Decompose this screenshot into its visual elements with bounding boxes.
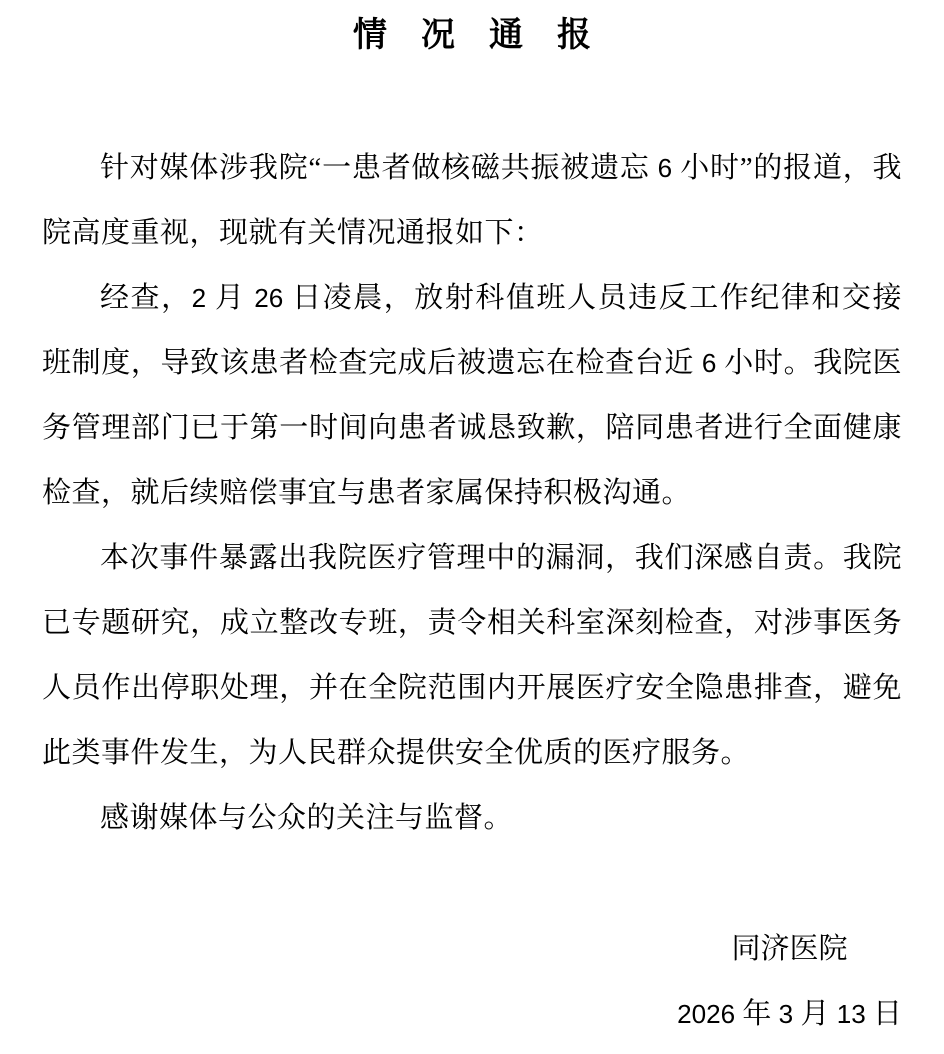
signature-block: [677, 917, 902, 1047]
paragraph-intro: 针对媒体涉我院“一患者做核磁共振被遗忘 6 小时”的报道，我院高度重视，现就有关情况通报如下：: [42, 152, 903, 249]
document-body: [42, 136, 902, 851]
document-title: 情 况 通 报: [353, 17, 591, 54]
paragraph-measures: 本次事件暴露出我院医疗管理中的漏洞，我们深感自责。我院已专题研究，成立整改专班，责令相关科室深刻检查，对涉事医务人员作出停职处理，并在全院范围内开展医疗安全隐患排查，避免此类事件发生，为人民群众提供安全优质的医疗服务。: [42, 542, 902, 769]
signature-date: 2026 年 3 月 13 日: [677, 998, 902, 1030]
paragraph-thanks: 感谢媒体与公众的关注与监督。: [100, 802, 514, 834]
signature-org: 同济医院: [731, 933, 848, 965]
paragraph-investigation: 经查，2 月 26 日凌晨，放射科值班人员违反工作纪律和交接班制度，导致该患者检查完成后被遗忘在检查台近 6 小时。我院医务管理部门已于第一时间向患者诚恳致歉，陪同患者进行全面健康检查，就后续赔偿事宜与患者家属保持积极沟通。: [42, 282, 902, 509]
